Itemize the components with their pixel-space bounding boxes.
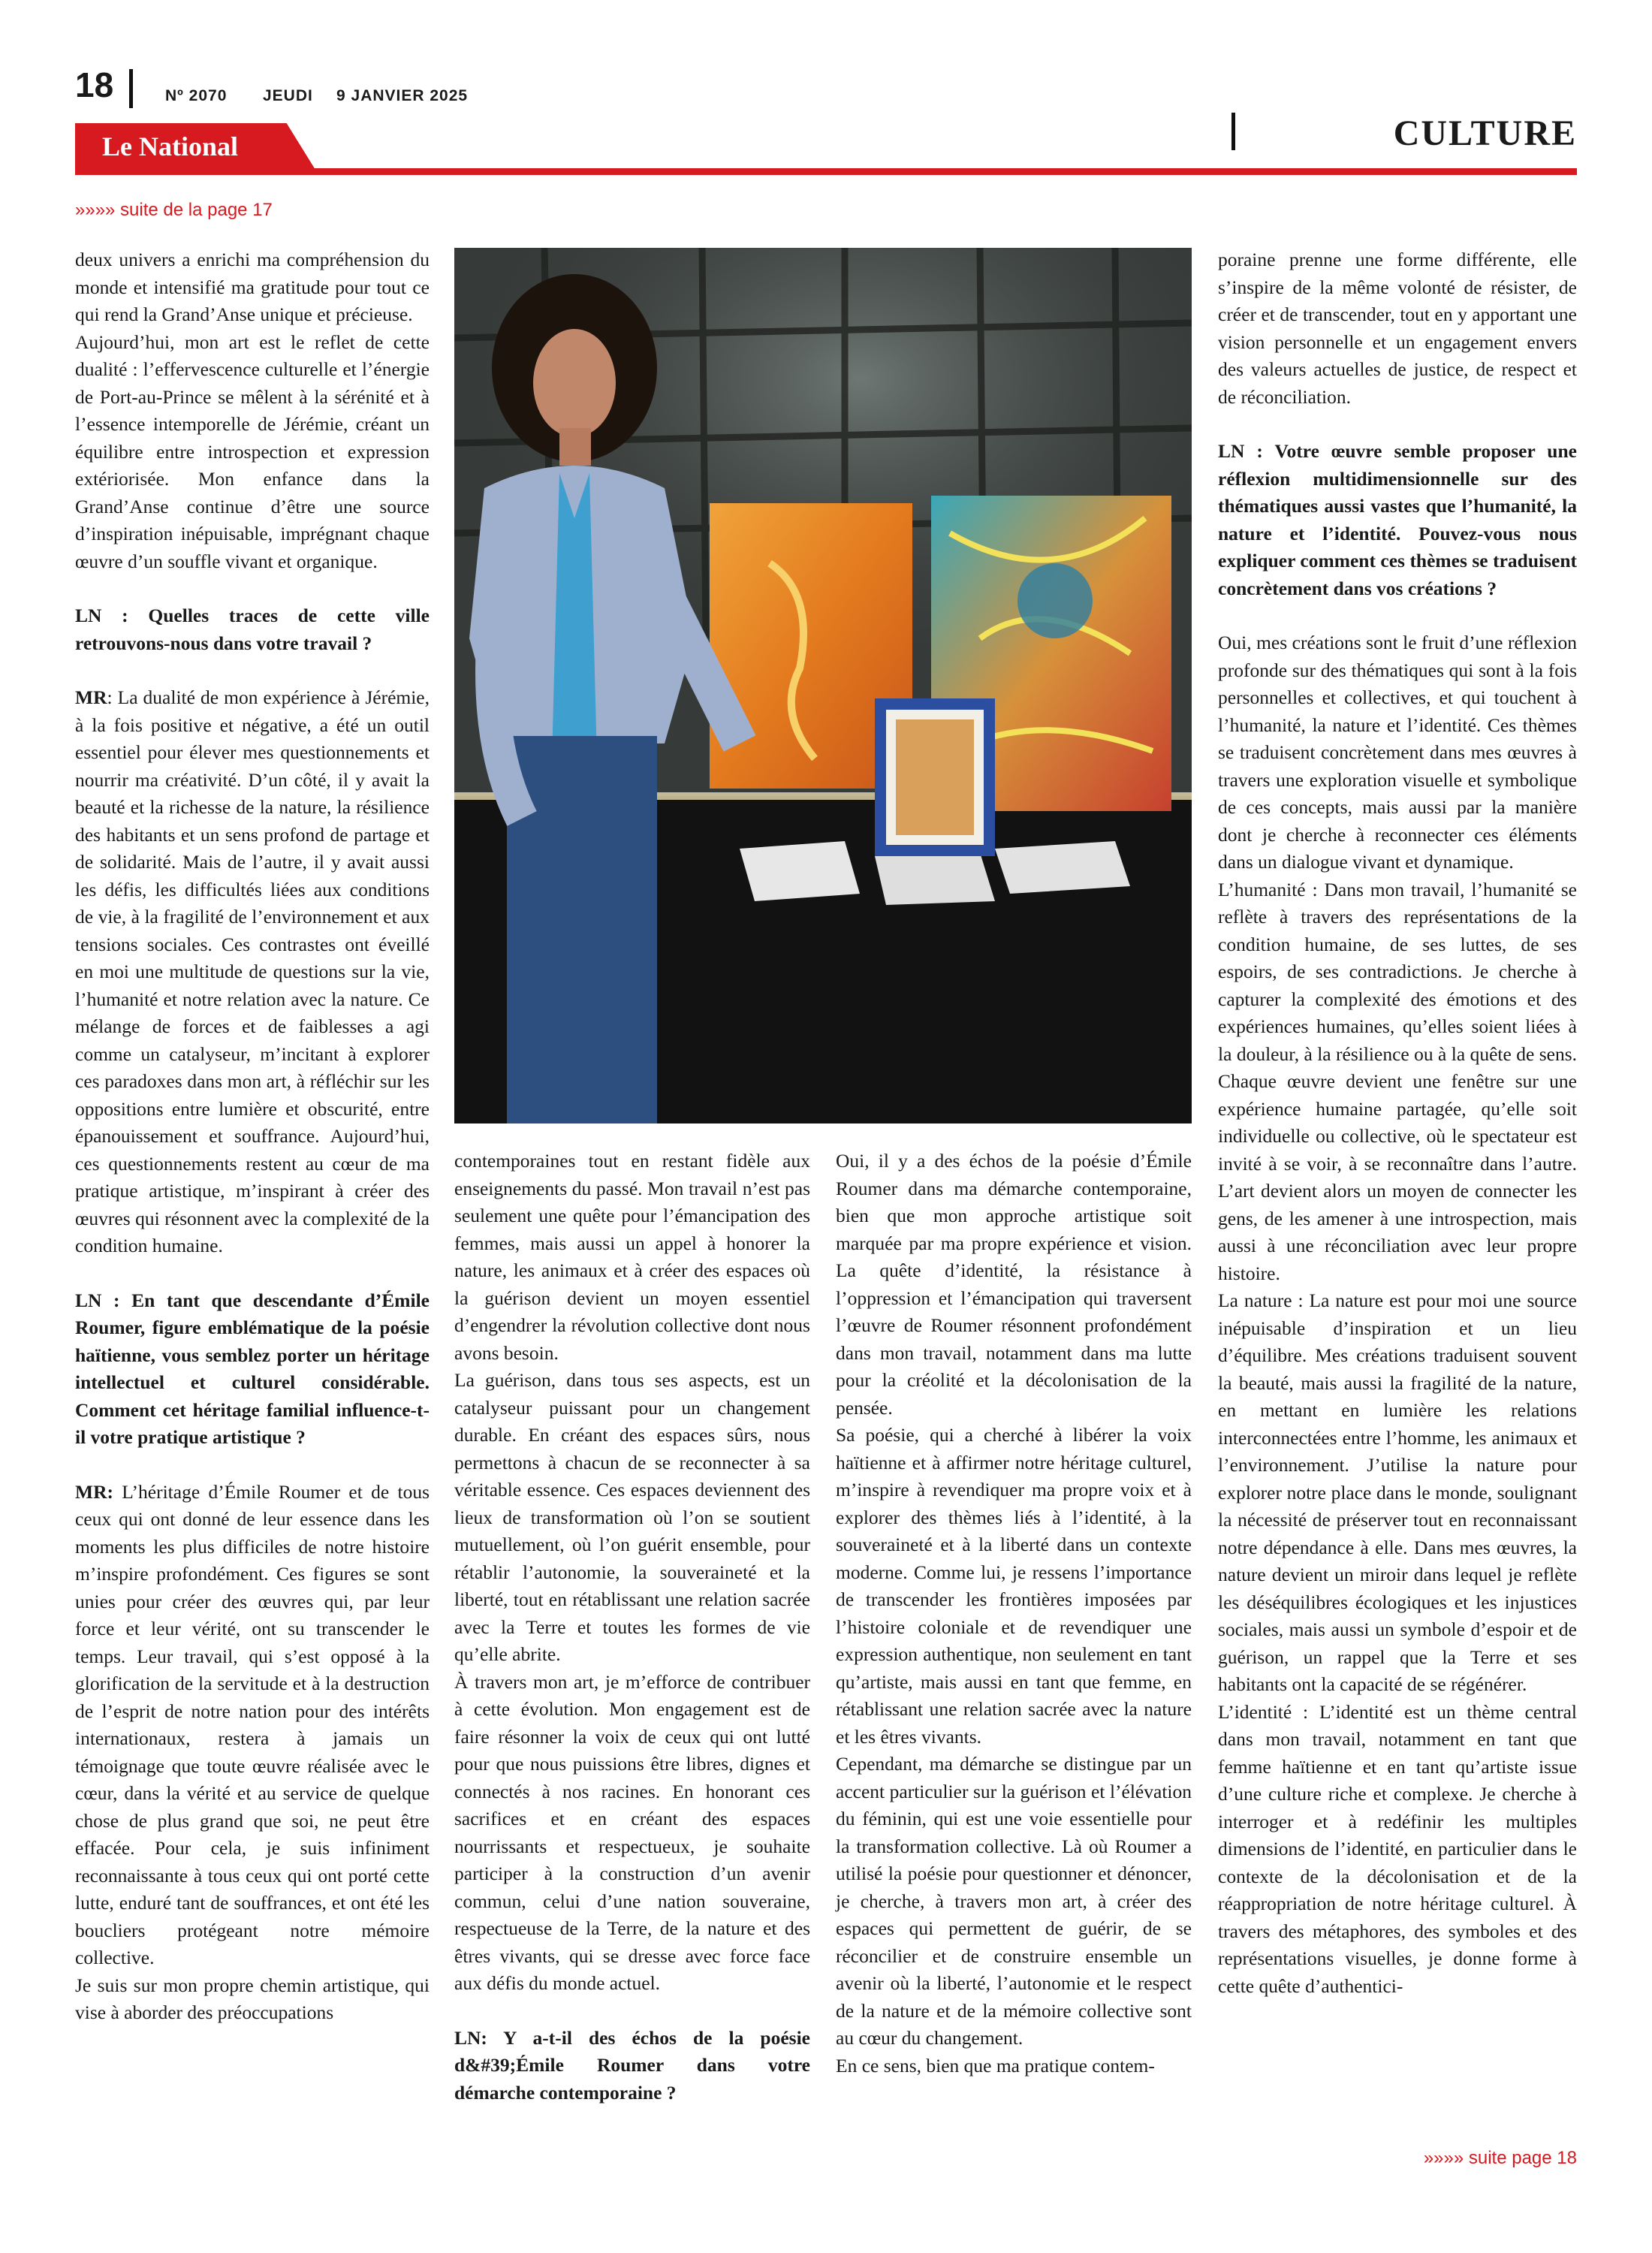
page-number: 18 [75, 65, 114, 104]
artist-photo [454, 248, 1192, 1123]
interview-answer: Oui, il y a des échos de la poésie d’Émile Roumer dans ma démarche contemporaine, bien que mon approche artistique soit marquée par ma propre expérience et vision. La quête d’identité, la résistance à l’oppression et l’émancipation qui traversent l’œuvre de Roumer résonnent profondément dans mon travail, notamment dans ma lutte pour la créolité et la décolonisation de la pensée. [836, 1150, 1192, 1419]
paragraph: deux univers a enrichi ma compréhension du monde et intensifié ma gratitude pour tout ce qui rend la Grand’Anse unique et précieuse. [75, 249, 430, 325]
article-column-3 [836, 1148, 1192, 2080]
page-number-divider [129, 69, 133, 108]
speaker-label: MR [75, 686, 107, 708]
speaker-label: MR: [75, 1480, 113, 1503]
paragraph: contemporaines tout en restant fidèle aux enseignements du passé. Mon travail n’est pas seulement une quête pour l’émancipation des femmes, mais aussi un appel à honorer la nature, les animaux et à créer des espaces où la guérison devient un moyen essentiel d’engendrer la révolution collective dont nous avons besoin. [454, 1150, 810, 1364]
issue-date: 9 JANVIER 2025 [336, 87, 469, 104]
continued-to: »»»» suite page 18 [1423, 2148, 1577, 2168]
interview-question: LN: Y a-t-il des échos de la poésie d&#39;Émile Roumer dans votre démarche contemporaine ? [454, 2026, 810, 2104]
interview-question: LN : Quelles traces de cette ville retrouvons-nous dans votre travail ? [75, 605, 430, 654]
header-rule [75, 168, 1577, 175]
article-column-4 [1218, 246, 1577, 2000]
paragraph: L’humanité : Dans mon travail, l’humanité se reflète à travers des représentations de la condition humaine, de ses luttes, de ses espoirs, de ses contradictions. Je cherche à capturer la complexité des émotions et des expériences humaines, qu’elles soient liées à la douleur, à la résilience ou à la quête de sens. Chaque œuvre devient une fenêtre sur une expérience humaine partagée, qu’elle soit individuelle ou collective, où le spectateur est invité à se voir, à se reconnaître dans l’autre. L’art devient alors un moyen de connecter les gens, de les amener à une introspection, mais aussi à une réconciliation avec leur propre histoire. [1218, 878, 1577, 1284]
continued-from: »»»» suite de la page 17 [75, 200, 273, 220]
interview-question: LN : En tant que descendante d’Émile Roumer, figure emblématique de la poésie haïtienne, vous semblez porter un héritage intellectuel et culturel considérable. Comment cet héritage familial influence-t-il votre pratique artistique ? [75, 1289, 430, 1448]
paragraph: L’identité : L’identité est un thème central dans mon travail, notamment en tant que femme haïtienne et en tant qu’artiste issue d’une culture riche et complexe. Je cherche à interroger et à redéfinir les multiples dimensions de l’identité, en particulier dans le contexte de la décolonisation et de la réappropriation de notre héritage culturel. À travers des métaphores, des symboles et des représentations visuelles, je donne forme à cette quête d’authentici- [1218, 1700, 1577, 1997]
section-divider [1231, 113, 1235, 150]
paragraph: poraine prenne une forme différente, elle s’inspire de la même volonté de résister, de créer et de transcender, tout en y apportant une vision personnelle et un engagement envers des valeurs actuelles de justice, de respect et de réconciliation. [1218, 249, 1577, 408]
issue-day: JEUDI [263, 87, 313, 104]
paragraph: Aujourd’hui, mon art est le reflet de cette dualité : l’effervescence culturelle et l’énergie de Port-au-Prince se mêlent à la sérénité et à l’essence intemporelle de Jérémie, créant un équilibre entre introspection et expression extériorisée. Mon enfance dans la Grand’Anse continue d’être une source d’inspiration inépuisable, imprégnant chaque œuvre d’un souffle vivant et organique. [75, 330, 430, 572]
paragraph: Sa poésie, qui a cherché à libérer la voix haïtienne et à affirmer notre héritage culturel, m’inspire à revendiquer ma propre voix et à explorer des thèmes liés à l’identité, à la souveraineté et à la liberté dans un contexte moderne. Comme lui, je ressens l’importance de transcender les frontières imposées par l’histoire coloniale et de revendiquer une expression authentique, non seulement en tant qu’artiste, mais aussi en tant que femme, en rétablissant une relation sacrée avec la nature et les êtres vivants. [836, 1424, 1192, 1748]
paragraph: La guérison, dans tous ses aspects, est un catalyseur puissant pour un changement durable. En créant des espaces sûrs, nous permettons à chacun de se reconnecter à sa véritable essence. Ces espaces deviennent des lieux de transformation où l’on se soutient mutuellement, où l’on guérit ensemble, pour rétablir l’autonomie, la souveraineté et la liberté, tout en rétablissant une relation sacrée avec la Terre et toutes les formes de vie qu’elle abrite. [454, 1369, 810, 1665]
paragraph: Je suis sur mon propre chemin artistique, qui vise à aborder des préoccupations [75, 1974, 430, 2023]
interview-answer [75, 684, 430, 1260]
answer-text: : La dualité de mon expérience à Jérémie, à la fois positive et négative, a été un outil essentiel pour élever mes questionnements et nourrir ma créativité. D’un côté, il y avait la beauté et la richesse de la nature, la résilience des habitants et un sens profond de partage et de solidarité. Mais de l’autre, il y avait aussi les défis, les difficultés liées aux conditions de vie, à la fragilité de l’environnement et aux tensions sociales. Ces contrastes ont éveillé en moi une multitude de questions sur la vie, l’humanité et notre relation avec la nature. Ce mélange de forces et de faiblesses a agi comme un catalyseur, m’incitant à explorer ces paradoxes dans mon art, à réfléchir sur les oppositions entre lumière et obscurité, entre épanouissement et souffrance. Aujourd’hui, ces questionnements restent au cœur de ma pratique artistique, m’inspirant à créer des œuvres qui résonnent avec la complexité de la condition humaine. [75, 686, 430, 1256]
paragraph: La nature : La nature est pour moi une source inépuisable d’inspiration et un lieu d’équilibre. Mes créations traduisent souvent la beauté, mais aussi la fragilité de la nature, en mettant en lumière les relations interconnectées entre l’homme, les animaux et l’environnement. J’utilise la nature pour explorer notre place dans le monde, soulignant la nécessité de préserver tout en reconnaissant notre dépendance à elle. Dans mes œuvres, la nature devient un miroir dans lequel je reflète les déséquilibres écologiques et les injustices sociales, mais aussi un symbole d’espoir et de guérison, un rappel que la Terre et ses habitants ont la capacité de se régénérer. [1218, 1289, 1577, 1695]
issue-number: Nº 2070 [165, 87, 228, 104]
section-title: CULTURE [1393, 113, 1577, 153]
answer-text: L’héritage d’Émile Roumer et de tous ceux qui ont donné de leur essence dans les moments les plus difficiles de notre histoire m’inspire profondément. Ces figures se sont unies pour créer des œuvres qui, par leur force et leur vérité, ont su transcender le temps. Leur travail, qui s’est opposé à la glorification de la servitude et à la destruction de l’esprit de notre nation pour des intérêts internationaux, restera à jamais un témoignage que toute œuvre réalisée avec le cœur, dans la vérité et au service de quelque chose de plus grand que soi, ne peut être effacée. Pour cela, je suis infiniment reconnaissante à tous ceux qui ont porté cette lutte, enduré tant de souffrances, et ont été les boucliers protégeant notre mémoire collective. [75, 1480, 430, 1968]
paragraph: À travers mon art, je m’efforce de contribuer à cette évolution. Mon engagement est de faire résonner la voix de ceux qui ont lutté pour que nous puissions être libres, dignes et connectés à nos racines. En honorant ces sacrifices et en créant des espaces nourrissants et respectueux, je souhaite participer à la construction d’un avenir commun, celui d’une nation souveraine, respectueuse de la Terre, de la nature et des êtres vivants, qui se dresse avec force face aux défis du monde actuel. [454, 1670, 810, 1994]
paragraph: Cependant, ma démarche se distingue par un accent particulier sur la guérison et l’élévation du féminin, qui est une voie essentielle pour la transformation collective. Là où Roumer a utilisé la poésie pour questionner et dénoncer, je cherche, à travers mon art, à créer des espaces qui permettent de guérir, de se réconcilier et de construire ensemble un avenir où la liberté, l’autonomie et le respect de la nature et de la mémoire collective sont au cœur du changement. [836, 1753, 1192, 2049]
interview-question: LN : Votre œuvre semble proposer une réflexion multidimensionnelle sur des thématiques aussi vastes que l’humanité, la nature et l’identité. Pouvez-vous nous expliquer comment ces thèmes se traduisent concrètement dans vos créations ? [1218, 440, 1577, 599]
article-column-2 [454, 1148, 810, 2107]
article-column-1 [75, 246, 430, 2027]
interview-answer [75, 1479, 430, 1972]
paragraph: En ce sens, bien que ma pratique contem- [836, 2054, 1155, 2077]
interview-answer: Oui, mes créations sont le fruit d’une réflexion profonde sur des thématiques qui sont à la fois personnelles et collectives, et qui touchent à l’humanité, la nature et l’identité. Ces thèmes se traduisent concrètement dans mes œuvres à travers une exploration visuelle et symbolique de ces concepts, mais aussi par la manière dont je cherche à reconnecter ces éléments dans un dialogue vivant et dynamique. [1218, 632, 1577, 873]
masthead-logo: Le National [102, 131, 239, 161]
